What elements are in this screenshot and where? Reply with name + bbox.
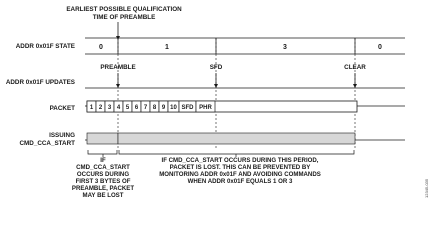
updates-row — [85, 64, 405, 88]
state-row — [85, 38, 405, 54]
packet-cell-label: 3 — [107, 105, 112, 111]
svg-text:PACKET IS LOST. THIS CAN BE PR: PACKET IS LOST. THIS CAN BE PREVENTED BY — [169, 164, 311, 171]
packet-cell-label: PHR — [199, 105, 212, 111]
issuing-shade-lost-period — [118, 133, 355, 144]
svg-text:WHEN ADDR 0x01F EQUALS 1 OR 3: WHEN ADDR 0x01F EQUALS 1 OR 3 — [187, 178, 293, 185]
issuing-row — [85, 133, 405, 144]
packet-cell-label: 1 — [89, 105, 94, 111]
state-value-0: 0 — [99, 44, 103, 51]
packet-cell-label: SFD — [181, 105, 194, 111]
note-right — [159, 157, 321, 185]
row-label-updates: ADDR 0x01F UPDATES — [5, 79, 75, 86]
packet-cell-label: 7 — [143, 105, 148, 111]
state-value-1: 1 — [165, 44, 169, 51]
svg-text:OCCURS DURING: OCCURS DURING — [76, 171, 130, 178]
row-label-packet: PACKET — [49, 105, 75, 112]
svg-text:CMD_CCA_START: CMD_CCA_START — [76, 164, 130, 171]
svg-text:IF CMD_CCA_START OCCURS DURING: IF CMD_CCA_START OCCURS DURING THIS PERIOD, — [161, 157, 319, 164]
state-value-3: 3 — [283, 44, 287, 51]
top-annotation-line-2: TIME OF PREAMBLE — [92, 14, 156, 21]
packet-cell-label: 8 — [152, 105, 157, 111]
packet-cell-label: 6 — [134, 105, 139, 111]
bracket-right — [119, 150, 354, 154]
issuing-shade-preamble — [87, 133, 118, 144]
row-label-state: ADDR 0x01F STATE — [15, 43, 75, 50]
top-annotation-line-1: EARLIEST POSSIBLE QUALIFICATION — [66, 6, 182, 13]
svg-text:MAY BE LOST: MAY BE LOST — [82, 192, 124, 199]
note-left — [72, 157, 134, 199]
packet-cell-label: 5 — [125, 105, 130, 111]
marker-sfd: SFD — [209, 64, 223, 71]
packet-cell-label: 4 — [116, 105, 121, 111]
state-value-0-end: 0 — [378, 44, 382, 51]
period-brackets — [88, 150, 354, 157]
marker-clear: CLEAR — [344, 64, 366, 71]
svg-text:IF: IF — [100, 157, 106, 164]
marker-preamble: PREAMBLE — [100, 64, 136, 71]
row-label-issuing-2: CMD_CCA_START — [19, 140, 75, 147]
packet-row — [85, 101, 405, 112]
svg-text:FIRST 3 BYTES OF: FIRST 3 BYTES OF — [75, 178, 131, 185]
svg-text:PREAMBLE, PACKET: PREAMBLE, PACKET — [71, 185, 135, 192]
bracket-left — [88, 150, 117, 154]
row-label-issuing-1: ISSUING — [49, 132, 75, 139]
packet-cell-label: 10 — [170, 105, 177, 111]
figure-id: 12345-035 — [424, 178, 429, 198]
svg-text:MONITORING ADDR 0x01F AND AVOI: MONITORING ADDR 0x01F AND AVOIDING COMMANDS — [159, 171, 321, 178]
packet-cell-label: 9 — [161, 105, 166, 111]
packet-cell-label: 2 — [98, 105, 103, 111]
